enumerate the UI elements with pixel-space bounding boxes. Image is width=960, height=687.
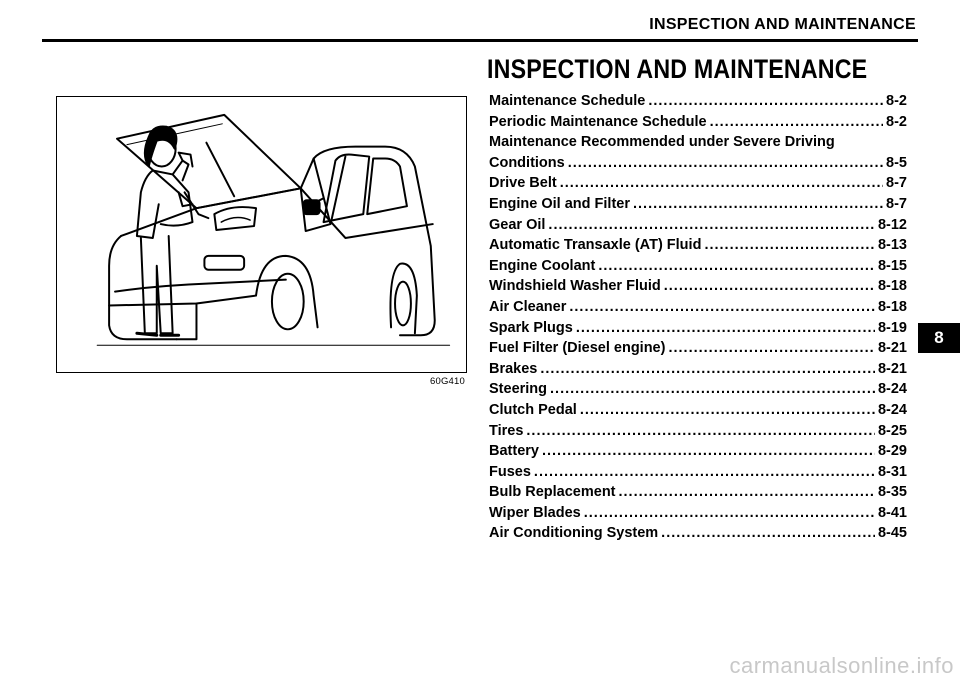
table-of-contents xyxy=(489,93,907,546)
toc-entry-page: 8-29 xyxy=(877,443,907,460)
page-header-title: INSPECTION AND MAINTENANCE xyxy=(649,16,916,33)
toc-entry-label: Automatic Transaxle (AT) Fluid xyxy=(489,237,702,254)
toc-entry-page: 8-35 xyxy=(877,484,907,501)
toc-entry-page: 8-19 xyxy=(877,319,907,336)
toc-entry[interactable] xyxy=(489,175,907,196)
toc-entry-label: Fuses xyxy=(489,463,531,480)
toc-entry-page: 8-7 xyxy=(886,195,907,212)
toc-entry-label: Tires xyxy=(489,422,524,439)
watermark: carmanualsonline.info xyxy=(729,653,954,678)
toc-entry[interactable] xyxy=(489,505,907,526)
toc-entry-label: Maintenance Recommended under Severe Driving xyxy=(489,134,835,151)
toc-leader xyxy=(568,155,883,171)
toc-entry[interactable] xyxy=(489,114,907,135)
toc-leader xyxy=(584,505,875,521)
toc-entry-label: Air Cleaner xyxy=(489,298,567,315)
toc-entry-continued[interactable] xyxy=(489,134,907,155)
toc-entry[interactable] xyxy=(489,320,907,341)
toc-entry-page: 8-24 xyxy=(877,401,907,418)
toc-leader xyxy=(580,402,875,418)
toc-entry-label: Periodic Maintenance Schedule xyxy=(489,113,707,130)
toc-entry-label: Clutch Pedal xyxy=(489,401,577,418)
toc-entry-label: Gear Oil xyxy=(489,216,546,233)
toc-leader xyxy=(598,258,875,274)
header-divider xyxy=(42,39,918,42)
toc-entry-page: 8-5 xyxy=(886,154,907,171)
section-title: INSPECTION AND MAINTENANCE xyxy=(487,54,868,84)
toc-leader xyxy=(710,114,883,130)
toc-entry-page: 8-7 xyxy=(886,175,907,192)
toc-entry[interactable] xyxy=(489,423,907,444)
toc-entry-label: Steering xyxy=(489,381,548,398)
toc-entry[interactable] xyxy=(489,155,907,176)
toc-entry-page: 8-15 xyxy=(877,257,907,274)
toc-leader xyxy=(664,278,875,294)
toc-leader xyxy=(548,217,875,233)
toc-entry-label: Engine Coolant xyxy=(489,257,596,274)
toc-entry-page: 8-25 xyxy=(877,422,907,439)
person-inspecting-car-engine-illustration xyxy=(57,97,466,372)
toc-leader xyxy=(576,320,875,336)
toc-leader xyxy=(526,423,875,439)
toc-entry-label: Maintenance Schedule xyxy=(489,93,646,109)
toc-entry[interactable] xyxy=(489,93,907,114)
toc-entry-page: 8-2 xyxy=(886,93,907,109)
toc-entry-page: 8-18 xyxy=(877,278,907,295)
toc-leader xyxy=(704,237,875,253)
toc-entry-page: 8-2 xyxy=(886,113,907,130)
toc-entry-page: 8-41 xyxy=(877,504,907,521)
toc-leader xyxy=(661,525,875,541)
toc-leader xyxy=(569,299,875,315)
toc-entry-label: Air Conditioning System xyxy=(489,525,659,542)
toc-leader xyxy=(668,340,875,356)
toc-entry-page: 8-21 xyxy=(877,340,907,357)
toc-entry[interactable] xyxy=(489,217,907,238)
toc-entry[interactable] xyxy=(489,196,907,217)
toc-leader xyxy=(619,484,875,500)
toc-entry[interactable] xyxy=(489,402,907,423)
toc-entry[interactable] xyxy=(489,299,907,320)
illustration-frame xyxy=(56,96,467,373)
toc-entry-label: Drive Belt xyxy=(489,175,557,192)
toc-entry-label: Brakes xyxy=(489,360,538,377)
toc-entry-page: 8-45 xyxy=(877,525,907,542)
toc-entry[interactable] xyxy=(489,340,907,361)
toc-entry[interactable] xyxy=(489,525,907,546)
toc-entry-label: Engine Oil and Filter xyxy=(489,195,630,212)
toc-leader xyxy=(534,464,875,480)
toc-leader xyxy=(648,93,883,109)
toc-entry-page: 8-24 xyxy=(877,381,907,398)
toc-entry[interactable] xyxy=(489,443,907,464)
toc-entry[interactable] xyxy=(489,237,907,258)
toc-entry[interactable] xyxy=(489,381,907,402)
toc-leader xyxy=(633,196,883,212)
toc-leader xyxy=(540,361,875,377)
toc-entry-label: Battery xyxy=(489,443,539,460)
toc-leader xyxy=(542,443,875,459)
toc-entry[interactable] xyxy=(489,464,907,485)
toc-entry-page: 8-21 xyxy=(877,360,907,377)
toc-entry[interactable] xyxy=(489,258,907,279)
toc-leader xyxy=(550,381,875,397)
chapter-tab[interactable]: 8 xyxy=(918,323,960,353)
figure-code: 60G410 xyxy=(430,376,466,387)
toc-entry[interactable] xyxy=(489,278,907,299)
toc-entry[interactable] xyxy=(489,484,907,505)
toc-entry-page: 8-12 xyxy=(877,216,907,233)
toc-entry-label: Bulb Replacement xyxy=(489,484,616,501)
toc-entry-label: Conditions xyxy=(489,154,565,171)
toc-entry-page: 8-13 xyxy=(877,237,907,254)
toc-entry-page: 8-18 xyxy=(877,298,907,315)
toc-entry-label: Fuel Filter (Diesel engine) xyxy=(489,340,666,357)
toc-leader xyxy=(560,175,883,191)
toc-entry[interactable] xyxy=(489,361,907,382)
toc-entry-label: Wiper Blades xyxy=(489,504,581,521)
toc-entry-label: Spark Plugs xyxy=(489,319,573,336)
toc-entry-page: 8-31 xyxy=(877,463,907,480)
toc-entry-label: Windshield Washer Fluid xyxy=(489,278,661,295)
